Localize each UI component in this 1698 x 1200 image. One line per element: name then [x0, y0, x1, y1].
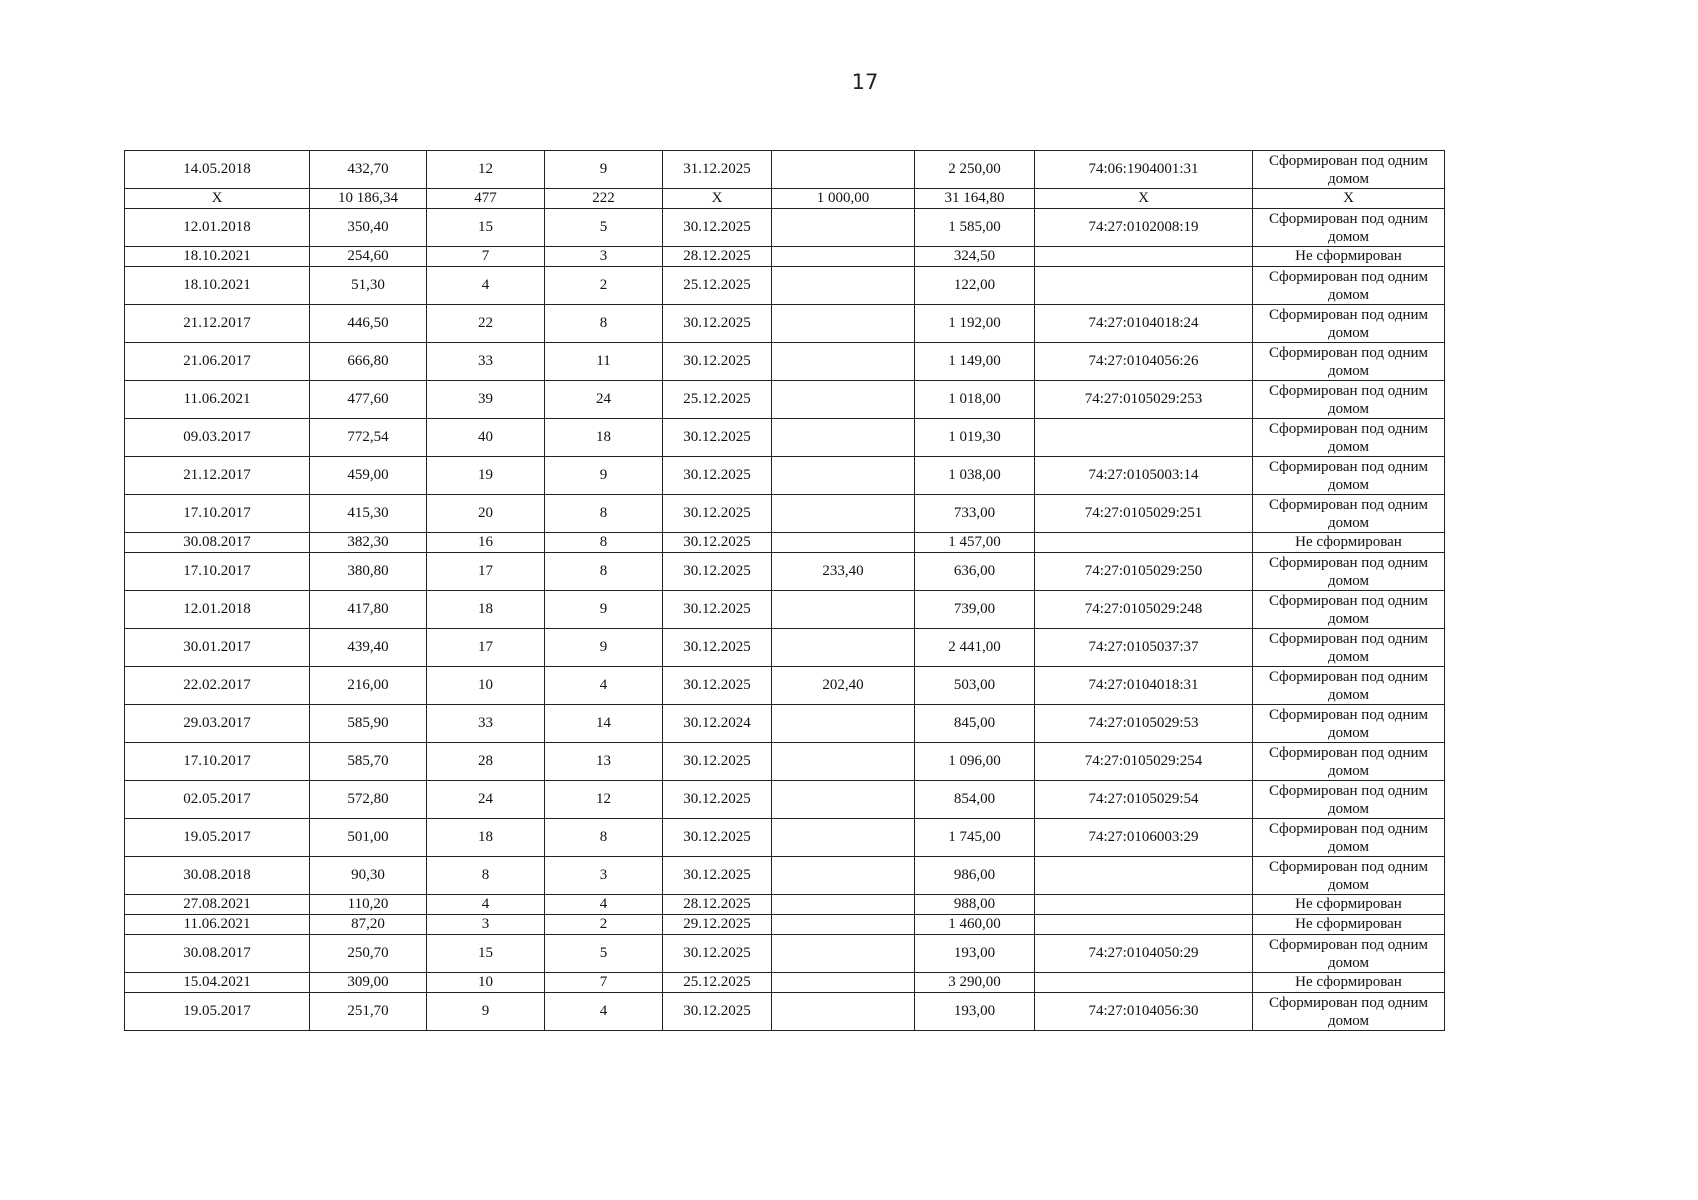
- cell-date: 19.05.2017: [125, 993, 310, 1031]
- cell-date: 22.02.2017: [125, 667, 310, 705]
- cell-date: 30.01.2017: [125, 629, 310, 667]
- cell-cadastral-number: 74:27:0105029:253: [1035, 381, 1253, 419]
- cell-land-status: Не сформирован: [1253, 915, 1445, 935]
- cell-residents: 16: [427, 533, 545, 553]
- cell-land-status: Сформирован под одним домом: [1253, 993, 1445, 1031]
- cell-amount: 503,00: [915, 667, 1035, 705]
- cell-area: 572,80: [310, 781, 427, 819]
- table-row: [125, 209, 1445, 247]
- cell-residents: 33: [427, 343, 545, 381]
- cell-apartments: 3: [545, 247, 663, 267]
- cell-amount: 845,00: [915, 705, 1035, 743]
- cell-land-status: Сформирован под одним домом: [1253, 935, 1445, 973]
- cell-cadastral-number: 74:27:0106003:29: [1035, 819, 1253, 857]
- table-row: [125, 151, 1445, 189]
- cell-land-status: Сформирован под одним домом: [1253, 209, 1445, 247]
- cell-cadastral-number: Х: [1035, 189, 1253, 209]
- cell-cadastral-number: [1035, 915, 1253, 935]
- cell-area: 477,60: [310, 381, 427, 419]
- cell-land-status: Сформирован под одним домом: [1253, 819, 1445, 857]
- cell-residents: 39: [427, 381, 545, 419]
- cell-planned-date: 30.12.2025: [663, 457, 772, 495]
- cell-planned-date: 29.12.2025: [663, 915, 772, 935]
- cell-date: 09.03.2017: [125, 419, 310, 457]
- cell-date: 30.08.2018: [125, 857, 310, 895]
- cell-funds: [772, 247, 915, 267]
- cell-area: 110,20: [310, 895, 427, 915]
- cell-planned-date: 30.12.2025: [663, 419, 772, 457]
- cell-planned-date: 30.12.2025: [663, 781, 772, 819]
- cell-area: 417,80: [310, 591, 427, 629]
- cell-area: 216,00: [310, 667, 427, 705]
- table-row: [125, 533, 1445, 553]
- cell-planned-date: 30.12.2025: [663, 305, 772, 343]
- cell-planned-date: 30.12.2025: [663, 495, 772, 533]
- cell-land-status: Сформирован под одним домом: [1253, 305, 1445, 343]
- cell-land-status: Не сформирован: [1253, 895, 1445, 915]
- table-row: [125, 305, 1445, 343]
- cell-funds: [772, 935, 915, 973]
- cell-land-status: Сформирован под одним домом: [1253, 419, 1445, 457]
- cell-date: 17.10.2017: [125, 553, 310, 591]
- cell-land-status: Сформирован под одним домом: [1253, 267, 1445, 305]
- table-row: [125, 553, 1445, 591]
- cell-funds: [772, 819, 915, 857]
- table-row: [125, 381, 1445, 419]
- cell-apartments: 5: [545, 935, 663, 973]
- cell-date: 02.05.2017: [125, 781, 310, 819]
- cell-funds: [772, 267, 915, 305]
- cell-amount: 1 460,00: [915, 915, 1035, 935]
- cell-area: 585,70: [310, 743, 427, 781]
- cell-residents: 7: [427, 247, 545, 267]
- cell-date: 15.04.2021: [125, 973, 310, 993]
- cell-amount: 3 290,00: [915, 973, 1035, 993]
- cell-planned-date: 30.12.2025: [663, 667, 772, 705]
- cell-land-status: Сформирован под одним домом: [1253, 553, 1445, 591]
- table-row: [125, 667, 1445, 705]
- cell-funds: [772, 629, 915, 667]
- cell-area: 501,00: [310, 819, 427, 857]
- cell-planned-date: 30.12.2025: [663, 993, 772, 1031]
- cell-apartments: 4: [545, 667, 663, 705]
- cell-planned-date: 30.12.2025: [663, 209, 772, 247]
- cell-cadastral-number: [1035, 973, 1253, 993]
- cell-area: 250,70: [310, 935, 427, 973]
- cell-apartments: 12: [545, 781, 663, 819]
- cell-planned-date: 31.12.2025: [663, 151, 772, 189]
- cell-cadastral-number: 74:27:0104056:30: [1035, 993, 1253, 1031]
- cell-residents: 18: [427, 819, 545, 857]
- cell-planned-date: 30.12.2025: [663, 629, 772, 667]
- cell-date: 17.10.2017: [125, 495, 310, 533]
- cell-cadastral-number: 74:27:0104018:31: [1035, 667, 1253, 705]
- cell-cadastral-number: 74:27:0104018:24: [1035, 305, 1253, 343]
- cell-area: 87,20: [310, 915, 427, 935]
- cell-funds: 1 000,00: [772, 189, 915, 209]
- cell-funds: [772, 533, 915, 553]
- table-row: [125, 247, 1445, 267]
- cell-amount: 2 441,00: [915, 629, 1035, 667]
- cell-cadastral-number: 74:27:0102008:19: [1035, 209, 1253, 247]
- cell-amount: 1 149,00: [915, 343, 1035, 381]
- cell-land-status: Сформирован под одним домом: [1253, 457, 1445, 495]
- table-row: [125, 915, 1445, 935]
- cell-amount: 1 585,00: [915, 209, 1035, 247]
- cell-land-status: Сформирован под одним домом: [1253, 857, 1445, 895]
- cell-date: 30.08.2017: [125, 935, 310, 973]
- cell-apartments: 3: [545, 857, 663, 895]
- cell-amount: 733,00: [915, 495, 1035, 533]
- cell-date: 18.10.2021: [125, 267, 310, 305]
- cell-cadastral-number: 74:27:0105029:248: [1035, 591, 1253, 629]
- cell-residents: 33: [427, 705, 545, 743]
- table-row: [125, 591, 1445, 629]
- cell-funds: [772, 151, 915, 189]
- cell-cadastral-number: 74:27:0105029:254: [1035, 743, 1253, 781]
- cell-residents: 4: [427, 895, 545, 915]
- cell-apartments: 8: [545, 553, 663, 591]
- cell-apartments: 5: [545, 209, 663, 247]
- cell-apartments: 8: [545, 305, 663, 343]
- cell-land-status: Сформирован под одним домом: [1253, 743, 1445, 781]
- cell-cadastral-number: 74:27:0105003:14: [1035, 457, 1253, 495]
- registry-table-body: [125, 151, 1445, 1031]
- cell-amount: 324,50: [915, 247, 1035, 267]
- cell-cadastral-number: [1035, 533, 1253, 553]
- table-row: [125, 419, 1445, 457]
- cell-amount: 1 038,00: [915, 457, 1035, 495]
- cell-amount: 988,00: [915, 895, 1035, 915]
- cell-cadastral-number: 74:27:0105029:250: [1035, 553, 1253, 591]
- cell-amount: 1 457,00: [915, 533, 1035, 553]
- cell-apartments: 9: [545, 591, 663, 629]
- cell-area: 350,40: [310, 209, 427, 247]
- table-row: [125, 935, 1445, 973]
- cell-land-status: Сформирован под одним домом: [1253, 343, 1445, 381]
- cell-planned-date: 25.12.2025: [663, 973, 772, 993]
- cell-date: 11.06.2021: [125, 381, 310, 419]
- page-number: 17: [851, 70, 879, 94]
- cell-date: 30.08.2017: [125, 533, 310, 553]
- cell-area: 439,40: [310, 629, 427, 667]
- table-row: [125, 973, 1445, 993]
- cell-funds: [772, 973, 915, 993]
- cell-apartments: 24: [545, 381, 663, 419]
- cell-land-status: Сформирован под одним домом: [1253, 151, 1445, 189]
- cell-cadastral-number: 74:06:1904001:31: [1035, 151, 1253, 189]
- cell-funds: 233,40: [772, 553, 915, 591]
- cell-funds: [772, 381, 915, 419]
- cell-funds: [772, 895, 915, 915]
- cell-cadastral-number: 74:27:0104050:29: [1035, 935, 1253, 973]
- cell-apartments: 8: [545, 533, 663, 553]
- cell-land-status: Не сформирован: [1253, 533, 1445, 553]
- cell-residents: 19: [427, 457, 545, 495]
- cell-funds: [772, 495, 915, 533]
- cell-planned-date: 25.12.2025: [663, 267, 772, 305]
- cell-apartments: 13: [545, 743, 663, 781]
- cell-apartments: 4: [545, 993, 663, 1031]
- cell-area: 382,30: [310, 533, 427, 553]
- cell-cadastral-number: 74:27:0105037:37: [1035, 629, 1253, 667]
- cell-planned-date: 30.12.2025: [663, 819, 772, 857]
- cell-amount: 122,00: [915, 267, 1035, 305]
- cell-date: 14.05.2018: [125, 151, 310, 189]
- cell-funds: [772, 457, 915, 495]
- cell-amount: 739,00: [915, 591, 1035, 629]
- cell-area: 432,70: [310, 151, 427, 189]
- cell-land-status: Сформирован под одним домом: [1253, 667, 1445, 705]
- table-row: [125, 993, 1445, 1031]
- cell-amount: 193,00: [915, 993, 1035, 1031]
- cell-area: 380,80: [310, 553, 427, 591]
- table-row: [125, 457, 1445, 495]
- cell-residents: 40: [427, 419, 545, 457]
- cell-date: 12.01.2018: [125, 209, 310, 247]
- cell-apartments: 8: [545, 495, 663, 533]
- cell-funds: [772, 305, 915, 343]
- cell-date: 21.12.2017: [125, 305, 310, 343]
- cell-planned-date: 30.12.2024: [663, 705, 772, 743]
- cell-apartments: 11: [545, 343, 663, 381]
- cell-date: 11.06.2021: [125, 915, 310, 935]
- cell-apartments: 9: [545, 457, 663, 495]
- cell-amount: 986,00: [915, 857, 1035, 895]
- cell-land-status: Не сформирован: [1253, 247, 1445, 267]
- cell-apartments: 2: [545, 915, 663, 935]
- cell-planned-date: 30.12.2025: [663, 857, 772, 895]
- table-row: [125, 819, 1445, 857]
- cell-amount: 854,00: [915, 781, 1035, 819]
- table-row: [125, 857, 1445, 895]
- cell-date: 21.06.2017: [125, 343, 310, 381]
- cell-apartments: 7: [545, 973, 663, 993]
- cell-residents: 20: [427, 495, 545, 533]
- cell-apartments: 222: [545, 189, 663, 209]
- cell-residents: 24: [427, 781, 545, 819]
- cell-planned-date: 30.12.2025: [663, 935, 772, 973]
- cell-land-status: Сформирован под одним домом: [1253, 495, 1445, 533]
- cell-amount: 636,00: [915, 553, 1035, 591]
- table-row: [125, 781, 1445, 819]
- cell-land-status: Сформирован под одним домом: [1253, 629, 1445, 667]
- housing-registry-table: [124, 150, 1445, 1031]
- cell-planned-date: 30.12.2025: [663, 343, 772, 381]
- cell-planned-date: 25.12.2025: [663, 381, 772, 419]
- cell-planned-date: 30.12.2025: [663, 743, 772, 781]
- cell-cadastral-number: [1035, 247, 1253, 267]
- cell-apartments: 8: [545, 819, 663, 857]
- cell-land-status: Сформирован под одним домом: [1253, 781, 1445, 819]
- cell-date: 29.03.2017: [125, 705, 310, 743]
- cell-residents: 15: [427, 935, 545, 973]
- cell-planned-date: 30.12.2025: [663, 533, 772, 553]
- cell-apartments: 18: [545, 419, 663, 457]
- cell-date: 27.08.2021: [125, 895, 310, 915]
- cell-residents: 8: [427, 857, 545, 895]
- table-row: [125, 267, 1445, 305]
- cell-residents: 17: [427, 553, 545, 591]
- cell-area: 446,50: [310, 305, 427, 343]
- cell-date: 19.05.2017: [125, 819, 310, 857]
- cell-apartments: 14: [545, 705, 663, 743]
- cell-amount: 1 018,00: [915, 381, 1035, 419]
- cell-area: 459,00: [310, 457, 427, 495]
- cell-residents: 10: [427, 667, 545, 705]
- cell-funds: [772, 591, 915, 629]
- table-row: [125, 495, 1445, 533]
- cell-amount: 193,00: [915, 935, 1035, 973]
- cell-area: 251,70: [310, 993, 427, 1031]
- cell-date: Х: [125, 189, 310, 209]
- cell-land-status: Сформирован под одним домом: [1253, 381, 1445, 419]
- cell-date: 18.10.2021: [125, 247, 310, 267]
- cell-residents: 9: [427, 993, 545, 1031]
- cell-planned-date: 28.12.2025: [663, 895, 772, 915]
- cell-planned-date: Х: [663, 189, 772, 209]
- cell-funds: [772, 781, 915, 819]
- cell-land-status: Сформирован под одним домом: [1253, 705, 1445, 743]
- cell-cadastral-number: [1035, 419, 1253, 457]
- cell-funds: [772, 857, 915, 895]
- cell-amount: 31 164,80: [915, 189, 1035, 209]
- cell-funds: [772, 343, 915, 381]
- table-row: [125, 705, 1445, 743]
- cell-residents: 15: [427, 209, 545, 247]
- cell-apartments: 9: [545, 151, 663, 189]
- cell-apartments: 4: [545, 895, 663, 915]
- cell-residents: 17: [427, 629, 545, 667]
- cell-date: 21.12.2017: [125, 457, 310, 495]
- cell-cadastral-number: 74:27:0105029:251: [1035, 495, 1253, 533]
- cell-planned-date: 28.12.2025: [663, 247, 772, 267]
- cell-planned-date: 30.12.2025: [663, 553, 772, 591]
- cell-funds: [772, 705, 915, 743]
- cell-residents: 4: [427, 267, 545, 305]
- cell-funds: [772, 209, 915, 247]
- cell-date: 17.10.2017: [125, 743, 310, 781]
- cell-funds: [772, 915, 915, 935]
- cell-area: 10 186,34: [310, 189, 427, 209]
- table-row: [125, 895, 1445, 915]
- cell-apartments: 9: [545, 629, 663, 667]
- cell-funds: [772, 743, 915, 781]
- cell-residents: 477: [427, 189, 545, 209]
- table-row: [125, 343, 1445, 381]
- totals-row: [125, 189, 1445, 209]
- cell-cadastral-number: [1035, 857, 1253, 895]
- cell-area: 309,00: [310, 973, 427, 993]
- cell-area: 666,80: [310, 343, 427, 381]
- cell-residents: 28: [427, 743, 545, 781]
- cell-date: 12.01.2018: [125, 591, 310, 629]
- cell-amount: 1 019,30: [915, 419, 1035, 457]
- cell-apartments: 2: [545, 267, 663, 305]
- cell-area: 772,54: [310, 419, 427, 457]
- cell-residents: 3: [427, 915, 545, 935]
- cell-area: 415,30: [310, 495, 427, 533]
- cell-cadastral-number: [1035, 895, 1253, 915]
- cell-residents: 18: [427, 591, 545, 629]
- cell-amount: 1 745,00: [915, 819, 1035, 857]
- cell-cadastral-number: [1035, 267, 1253, 305]
- cell-area: 90,30: [310, 857, 427, 895]
- cell-residents: 22: [427, 305, 545, 343]
- cell-cadastral-number: 74:27:0105029:53: [1035, 705, 1253, 743]
- cell-amount: 1 096,00: [915, 743, 1035, 781]
- cell-residents: 12: [427, 151, 545, 189]
- cell-amount: 1 192,00: [915, 305, 1035, 343]
- cell-land-status: Сформирован под одним домом: [1253, 591, 1445, 629]
- cell-funds: [772, 419, 915, 457]
- cell-residents: 10: [427, 973, 545, 993]
- table-row: [125, 743, 1445, 781]
- table-row: [125, 629, 1445, 667]
- cell-land-status: Х: [1253, 189, 1445, 209]
- cell-planned-date: 30.12.2025: [663, 591, 772, 629]
- cell-cadastral-number: 74:27:0105029:54: [1035, 781, 1253, 819]
- cell-funds: [772, 993, 915, 1031]
- cell-funds: 202,40: [772, 667, 915, 705]
- cell-land-status: Не сформирован: [1253, 973, 1445, 993]
- cell-area: 51,30: [310, 267, 427, 305]
- cell-amount: 2 250,00: [915, 151, 1035, 189]
- cell-area: 254,60: [310, 247, 427, 267]
- cell-area: 585,90: [310, 705, 427, 743]
- cell-cadastral-number: 74:27:0104056:26: [1035, 343, 1253, 381]
